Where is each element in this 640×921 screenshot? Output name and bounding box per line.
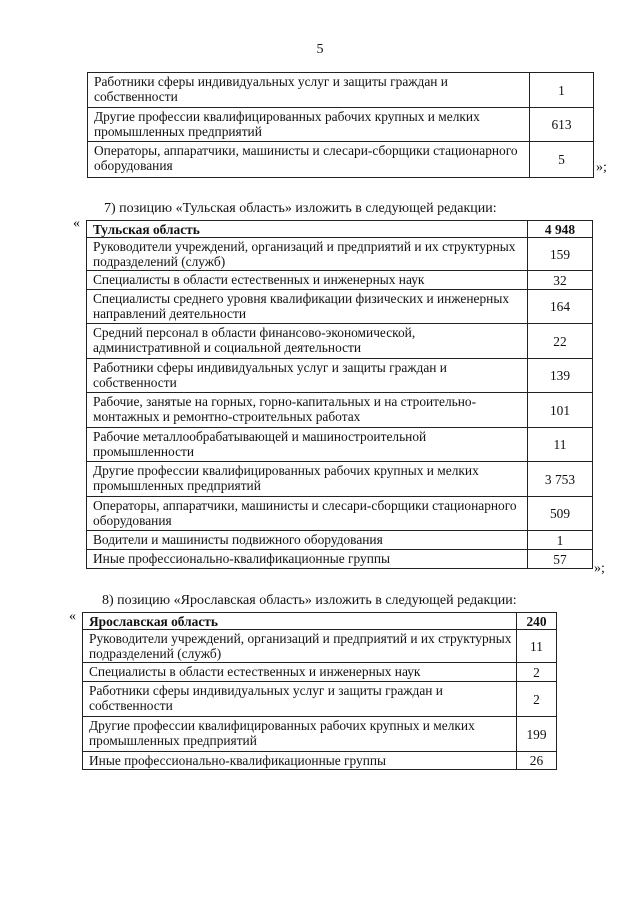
opening-quote: « <box>73 216 80 231</box>
row-value: 57 <box>528 550 593 569</box>
region-total: 240 <box>517 613 557 630</box>
row-label: Другие профессии квалифицированных рабочих крупных и мелких промышленных предприятий <box>88 108 530 142</box>
row-label: Средний персонал в области финансово-экономической, административной и социальной деятельности <box>87 324 528 359</box>
row-label: Специалисты в области естественных и инженерных наук <box>83 663 517 682</box>
row-value: 2 <box>517 663 557 682</box>
row-value: 11 <box>517 630 557 663</box>
table-row <box>88 142 594 178</box>
table-row <box>87 428 593 462</box>
table-row <box>87 393 593 428</box>
table-row <box>83 663 557 682</box>
row-value: 32 <box>528 271 593 290</box>
row-value: 159 <box>528 238 593 271</box>
row-value: 164 <box>528 290 593 324</box>
table-row <box>87 324 593 359</box>
row-label: Работники сферы индивидуальных услуг и защиты граждан и собственности <box>88 73 530 108</box>
table-row <box>87 497 593 531</box>
row-label: Другие профессии квалифицированных рабочих крупных и мелких промышленных предприятий <box>87 462 528 497</box>
row-value: 199 <box>517 717 557 752</box>
region-total: 4 948 <box>528 221 593 238</box>
row-value: 2 <box>517 682 557 717</box>
row-label: Рабочие металлообрабатывающей и машиностроительной промышленности <box>87 428 528 462</box>
closing-quote: »; <box>596 160 607 175</box>
table-row <box>87 271 593 290</box>
table-row <box>88 108 594 142</box>
table-row <box>87 462 593 497</box>
row-label: Операторы, аппаратчики, машинисты и слесари-сборщики стационарного оборудования <box>87 497 528 531</box>
row-label: Руководители учреждений, организаций и предприятий и их структурных подразделений (служб) <box>83 630 517 663</box>
row-value: 613 <box>530 108 594 142</box>
row-value: 3 753 <box>528 462 593 497</box>
row-value: 11 <box>528 428 593 462</box>
row-label: Иные профессионально-квалификационные группы <box>87 550 528 569</box>
table-row <box>87 238 593 271</box>
row-value: 139 <box>528 359 593 393</box>
table-row <box>83 630 557 663</box>
region-name: Тульская область <box>87 221 528 238</box>
paragraph-yaroslavl: 8) позицию «Ярославская область» изложить в следующей редакции: <box>102 593 517 608</box>
table-header-row <box>83 613 557 630</box>
row-label: Иные профессионально-квалификационные группы <box>83 752 517 770</box>
table-row <box>88 73 594 108</box>
row-label: Специалисты в области естественных и инженерных наук <box>87 271 528 290</box>
row-label: Работники сферы индивидуальных услуг и защиты граждан и собственности <box>83 682 517 717</box>
table-row <box>83 752 557 770</box>
row-label: Рабочие, занятые на горных, горно-капитальных и на строительно-монтажных и ремонтно-строительных работах <box>87 393 528 428</box>
table-row <box>87 290 593 324</box>
opening-quote: « <box>69 609 76 624</box>
row-value: 101 <box>528 393 593 428</box>
row-value: 1 <box>530 73 594 108</box>
page-number: 5 <box>316 42 324 57</box>
table-row <box>87 359 593 393</box>
table-row <box>87 531 593 550</box>
table-tula <box>86 220 593 569</box>
row-label: Работники сферы индивидуальных услуг и защиты граждан и собственности <box>87 359 528 393</box>
table-row <box>87 550 593 569</box>
row-value: 26 <box>517 752 557 770</box>
table-yaroslavl <box>82 612 557 770</box>
paragraph-tula: 7) позицию «Тульская область» изложить в следующей редакции: <box>104 201 497 216</box>
table-row <box>83 717 557 752</box>
row-label: Операторы, аппаратчики, машинисты и слесари-сборщики стационарного оборудования <box>88 142 530 178</box>
row-value: 1 <box>528 531 593 550</box>
closing-quote: »; <box>594 561 605 576</box>
row-label: Специалисты среднего уровня квалификации физических и инженерных направлений деятельности <box>87 290 528 324</box>
row-value: 5 <box>530 142 594 178</box>
row-value: 22 <box>528 324 593 359</box>
row-label: Руководители учреждений, организаций и предприятий и их структурных подразделений (служб) <box>87 238 528 271</box>
row-value: 509 <box>528 497 593 531</box>
region-name: Ярославская область <box>83 613 517 630</box>
table-header-row <box>87 221 593 238</box>
row-label: Водители и машинисты подвижного оборудования <box>87 531 528 550</box>
table-continuation <box>87 72 594 178</box>
row-label: Другие профессии квалифицированных рабочих крупных и мелких промышленных предприятий <box>83 717 517 752</box>
table-row <box>83 682 557 717</box>
